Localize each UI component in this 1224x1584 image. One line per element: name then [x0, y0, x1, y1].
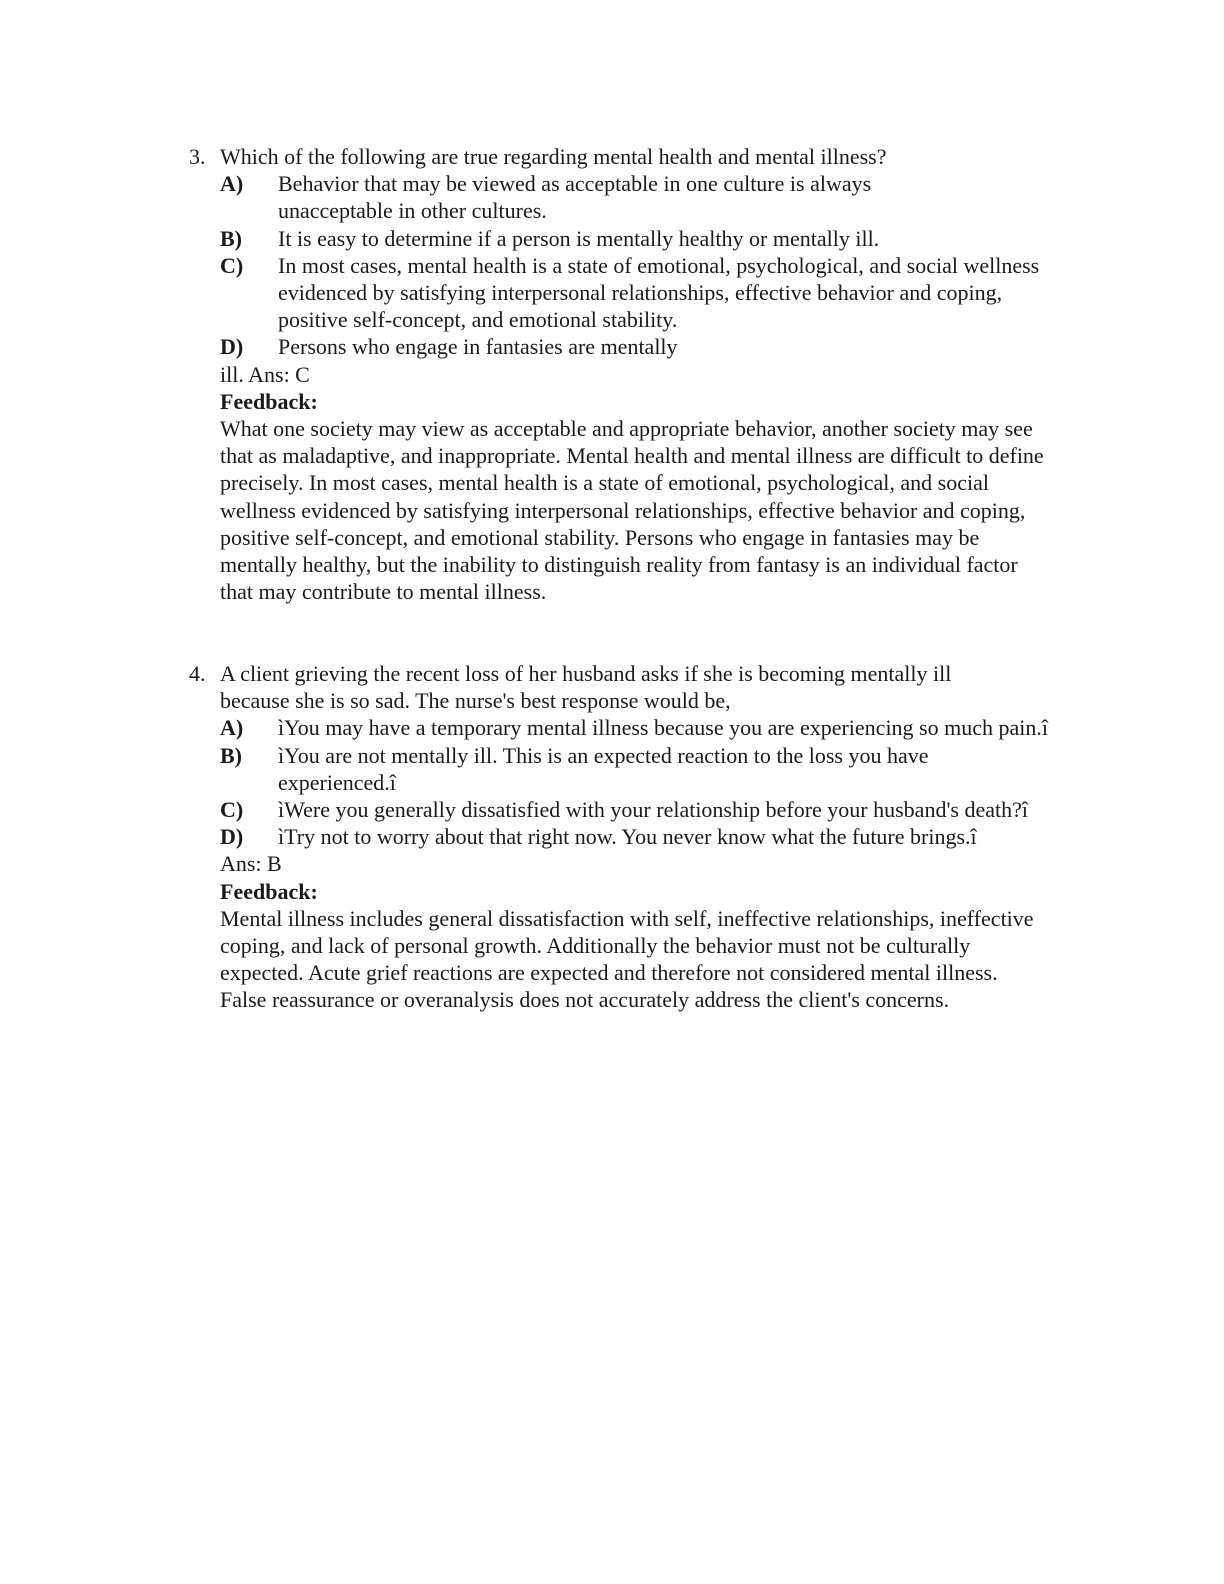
option-text: ìWere you generally dissatisfied with your relationship before your husband's death?î — [278, 797, 1028, 823]
option-text: ìYou may have a temporary mental illness because you are experiencing so much pain.î — [278, 715, 1048, 741]
feedback-text: What one society may view as acceptable and appropriate behavior, another society may see that as maladaptive, and inappropriate. Mental health and mental illness are difficult to define precisely. In most cases, mental health is a state of emotional, psychological, and social wellness evidenced by satisfying interpersonal relationships, effective behavior and coping, positive self-concept, and emotional stability. Persons who engage in fantasies may be mentally healthy, but the inability to distinguish reality from fantasy is an individual factor that may contribute to mental illness. — [220, 416, 1044, 605]
option-text: Persons who engage in fantasies are mentally — [278, 334, 678, 360]
answer-line: ill. Ans: C — [220, 361, 310, 387]
answer-options — [220, 714, 1049, 850]
option-c — [220, 252, 1049, 334]
question-text: Which of the following are true regarding mental health and mental illness? — [220, 144, 887, 169]
answer-options — [220, 170, 1049, 360]
feedback-label: Feedback: — [220, 388, 318, 414]
option-text: ìTry not to worry about that right now. You never know what the future brings.î — [278, 824, 977, 850]
feedback-text: Mental illness includes general dissatisfaction with self, ineffective relationships, ineffective coping, and lack of personal growth. Additionally the behavior must not be culturally expected. Acute grief reactions are expected and therefore not considered mental illness. False reassurance or overanalysis does not accurately address the client's concerns. — [220, 905, 1034, 1013]
option-text: ìYou are not mentally ill. This is an expected reaction to the loss you have experienced.î — [278, 742, 929, 795]
option-letter: A) — [220, 715, 244, 741]
question-text: A client grieving the recent loss of her husband asks if she is becoming mentally ill because she is so sad. The nurse's best response would be, — [220, 661, 952, 714]
question-4 — [189, 660, 1049, 1014]
question-number: 4. — [189, 661, 206, 686]
answer-line: Ans: B — [220, 851, 282, 877]
option-letter: C) — [220, 797, 244, 823]
option-text: It is easy to determine if a person is mentally healthy or mentally ill. — [278, 225, 880, 251]
question-number: 3. — [189, 144, 206, 169]
option-text: In most cases, mental health is a state of emotional, psychological, and social wellness evidenced by satisfying interpersonal relationships, effective behavior and coping, positive self-concept, and emotional stability. — [278, 252, 1040, 333]
feedback-label: Feedback: — [220, 878, 318, 904]
option-a — [220, 714, 1049, 741]
option-text: Behavior that may be viewed as acceptable in one culture is always unacceptable in other cultures. — [278, 171, 872, 224]
question-stem — [189, 660, 1049, 714]
option-letter: B) — [220, 225, 242, 251]
question-3 — [189, 143, 1049, 605]
option-b — [220, 225, 1049, 252]
question-stem — [189, 143, 1049, 170]
option-c — [220, 796, 1049, 823]
option-letter: D) — [220, 824, 244, 850]
option-d — [220, 333, 1049, 360]
option-letter: C) — [220, 252, 244, 278]
option-a — [220, 170, 1049, 224]
option-d — [220, 823, 1049, 850]
option-letter: B) — [220, 742, 242, 768]
option-letter: D) — [220, 334, 244, 360]
option-b — [220, 742, 1049, 796]
option-letter: A) — [220, 171, 244, 197]
